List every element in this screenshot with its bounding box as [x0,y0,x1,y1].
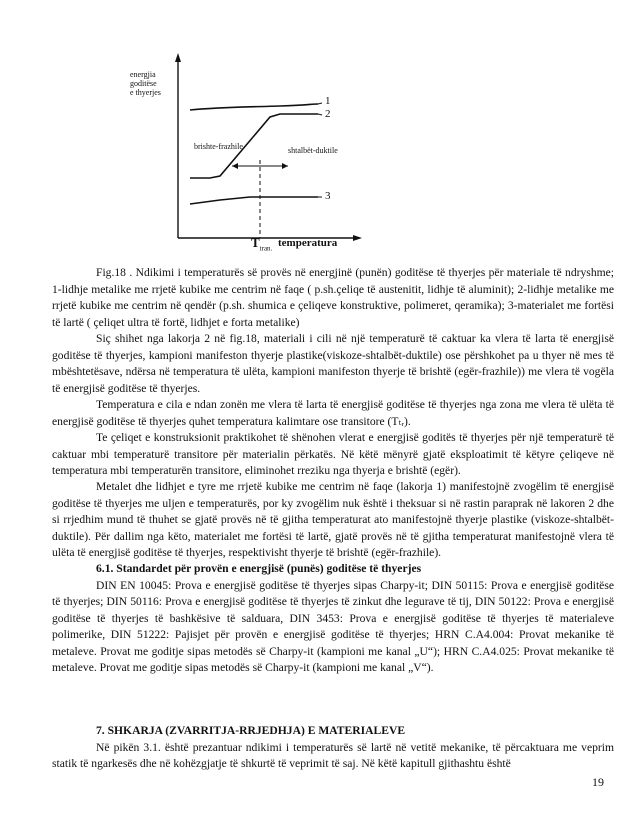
curve-3 [190,197,318,204]
curve-label-1: 1 [325,95,331,107]
page-number: 19 [592,775,604,789]
section-6-1-body: DIN EN 10045: Prova e energjisë goditëse të thyerjes sipas Charpy-it; DIN 50115: Prova e energjisë goditëse të thyerjes; DIN 50116: Prova e energjisë goditëse të thyerjes të zinkut dhe legurave të tij, DIN 50122: Prova e energjisë goditëse të thyerjes të bashkësive të salduara, DIN 3453: Prova e energjisë goditëse të thyerjes të materialeve polimerike, DIN 51222: Pajisjet për provën e energjisë goditëse të thyerjes; HRN C.A4.004: Provat mekanike të metaleve. Provat me goditje sipas metodës së Charpy-it (kampioni me kanal „U“); HRN C.A4.025: Provat mekanike të metaleve. Provat me goditje sipas metodës së Charpy-it (kampioni me kanal „V“). [52,578,614,674]
brittle-region-label: brishte-frazhile [194,142,243,151]
x-axis-arrow [353,235,362,241]
curve-1 [190,104,318,110]
y-axis-label: energjia goditëse e thyerjes [130,70,161,97]
body-paragraph-1: Siç shihet nga lakorja 2 në fig.18, materiali i cili në një temperaturë të caktuar ka vlera të larta të energjisë goditëse të thyerjes, kampioni manifeston thyerje plastike(viskoze-shtalbët-duktile) ose përshkohet pa u thyer në mes të mbështetësave, ndërsa në temperatura të ulëta, kampioni manifeston thyerje të brishtë (egër-frazhile)) me vlera të vogëla të energjisë goditëse të thyerjes. [52,332,614,395]
curve-label-3: 3 [325,190,331,202]
section-6-1-heading: 6.1. Standardet për provën e energjisë (punës) goditëse të thyerjes [96,562,422,575]
body-paragraph-4: Metalet dhe lidhjet e tyre me rrjetë kubike me centrim në faqe (lakorja 1) manifestojnë zvogëlim të energjisë goditëse të thyerjes me uljen e temperaturës, por ky zvogëlim nuk është i theksuar si në rastin paraprak në lakoren 2 dhe si rrjedhim mund të thuhet se gjatë provës në të gjitha temperaturat ato manifestojnë thyerje plastike (viskoze-shtalbët-duktile). Për dallim nga këto, materialet me fortësi të lartë, gjatë provës në të gjitha temperaturat manifestojnë vlera të ulëta të energjisë goditëse të thyerjes, respektivisht thyerje të brishtë (egër-frazhile). [52,480,614,559]
impact-energy-figure [110,50,370,262]
body-paragraph-3: Te çeliqet e konstruksionit praktikohet të shënohen vlerat e energjisë goditës të thyerjes për një temperaturë të caktuar mbi temperaturë transitore për materialin përkatës. Në këtë mënyrë gjatë eksploatimit të këtyre çeliqeve në temperatura mbi temperaturën transitore, eliminohet rreziku nga thyerja e brishtë (egër). [52,431,614,477]
body-paragraph-2: Temperatura e cila e ndan zonën me vlera të larta të energjisë goditëse të thyerjes nga zona me vlera të ulëta të energjisë goditëse të thyerjes quhet temperatura kalimtare ose transitore (Tₜᵣ). [52,398,614,428]
section-7 [52,723,614,773]
transition-temperature-symbol: $T_{tran.}$ [251,235,273,253]
ductile-region-label: shtalbët-duktile [288,146,338,155]
section-6-1 [52,561,614,677]
x-axis-label: temperatura [278,237,338,249]
section-7-heading: 7. SHKARJA (ZVARRITJA-RRJEDHJA) E MATERIALEVE [96,724,406,737]
figure-caption: Fig.18 . Ndikimi i temperaturës së provës në energjinë (punën) goditëse të thyerjes për materiale të ndryshme; 1-lidhje metalike me rrjetë kubike me centrim në faqe ( p.sh.çeliqe të austenitit, lidhje të aluminit); 2-lidhje metalike me rrjetë kubike me centrim në qendër (p.sh. shumica e çeliqeve konstruktive, polimeret, qeramika); 3-materialet me fortësi të lartë ( çeliqet ultra të fortë, lidhjet e forta metalike) [52,266,614,329]
curve-label-2: 2 [325,108,331,120]
section-7-body: Në pikën 3.1. është prezantuar ndikimi i temperaturës së lartë në vetitë mekanike, të përcaktuara me veprim statik të ngarkesës dhe në kohëzgjatje të shkurtë të veprimit të saj. Në këtë kapitull gjithashtu është [52,740,614,770]
y-axis-arrow [175,53,181,62]
